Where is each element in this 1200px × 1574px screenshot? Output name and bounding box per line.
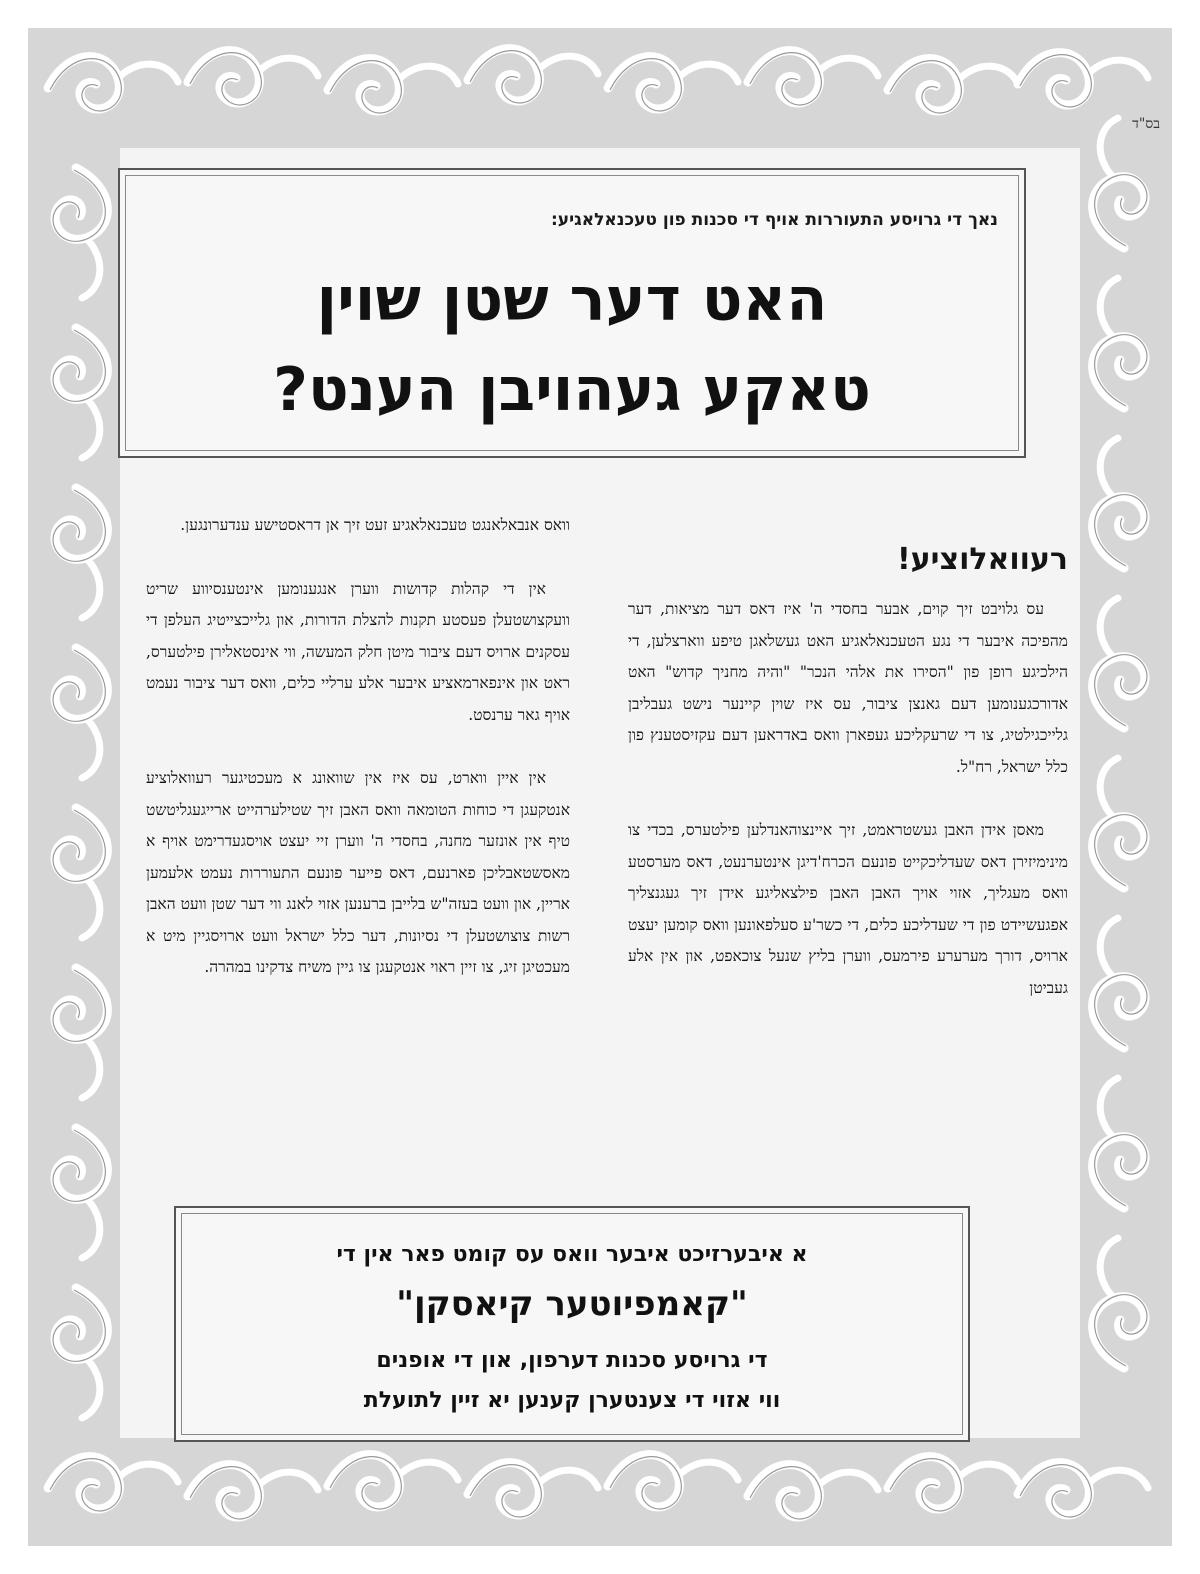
headline-line-1: האט דער שטן שוין xyxy=(316,265,828,335)
right-paragraph-1: עס גלויבט זיך קוים, אבער בחסדי ה' איז דאס דער מציאות, דער מהפיכה איבער די נגע הטעכנאלאגיע האט געשלאגן טיפע ווארצלען, די הילכיגע רופן פון "הסירו את אלהי הנכר" "והיה מחניך קדוש" האט אדורכגענומען דעם גאנצן ציבור, עס איז שוין קיינער נישט געבליבן גלייכגילטיג, צו די שרעקליכע געפארן וואס באדראען דעם עקזיסטענץ פון כלל ישראל, רח"ל. xyxy=(628,600,1068,776)
right-paragraph-2: מאסן אידן האבן געשטראמט, זיך איינצוהאנדלען פילטערס, בכדי צו מינימיזירן דאס שעדליכקייט פונעם הכרח'דיגן אינטערנעט, דאס מערסטע וואס מעגליך, אזוי אויך האבן האבן פילצאליגע אידן זיך געגנצליך אפגעשיידט פון די שעדליכע כלים, די כשר'ע סעלפאונען וואס קומען יעצט ארויס, דורך מערערע פירמעס, ווערן בליץ שנעל צוכאפט, און אין אלע געביטן xyxy=(628,821,1068,997)
section-title: רעוואלוציע! xyxy=(896,542,1068,577)
footer-line-2: "קאמפיוטער קיאסקן" xyxy=(396,1284,748,1324)
left-paragraph-2: אין די קהלות קדושות ווערן אנגענומען אינטענסיווע שריט וועקצושטעלן פעסטע תקנות להצלת הדורות, און גלייכצייטיג העלפן די עסקנים ארויס דעם ציבור מיטן חלק המעשה, ווי אינסטאלירן פילטערס, ראט און אינפארמאציע איבער אלע ערליי כלים, וואס דער ציבור נעמט אויף גאר ערנסט. xyxy=(146,579,570,724)
footer-line-3: די גרויסע סכנות דערפון, און די אופנים xyxy=(376,1348,768,1373)
left-column xyxy=(146,510,570,1016)
headline-line-2: טאקע געהויבן הענט? xyxy=(273,355,871,425)
right-column xyxy=(628,512,1068,1036)
header-box xyxy=(118,168,1026,458)
footer-box xyxy=(174,1206,970,1442)
left-paragraph-3: אין איין ווארט, עס איז אין שוואונג א מעכטיגער רעוואלוציע אנטקעגן די כוחות הטומאה וואס האבן זיך שטילערהייט ארייגעגליטשט טיף אין אונזער מחנה, בחסדי ה' ווערן זיי יעצט אויסגעדרימט אויף א מאסשטאבליכן פארנעם, דאס פייער פונעם התעוררות נעמט אלעמען אריין, און וועט בעזה"ש בלייבן ברענען אזוי לאנג ווי דער שטן וועט האבן רשות צוצושטעלן די נסיונות, דער כלל ישראל וועט ארויסגיין מיט א מעכטיגן זיג, צו זיין ראוי אנטקעגן צו גיין משיח צדקינו במהרה. xyxy=(146,769,570,976)
left-paragraph-1: וואס אנבאלאנגט טעכנאלאגיע זעט זיך אן דראסטישע ענדערונגען. xyxy=(180,516,570,534)
header-kicker: נאך די גרויסע התעוררות אויף די סכנות פון טעכנאלאגיע: xyxy=(551,210,998,230)
bsd-mark: בס"ד xyxy=(1132,116,1160,132)
footer-line-4: ווי אזוי די צענטערן קענען יא זיין לתועלת xyxy=(363,1388,781,1413)
footer-line-1: א איבערזיכט איבער וואס עס קומט פאר אין די xyxy=(336,1242,808,1267)
